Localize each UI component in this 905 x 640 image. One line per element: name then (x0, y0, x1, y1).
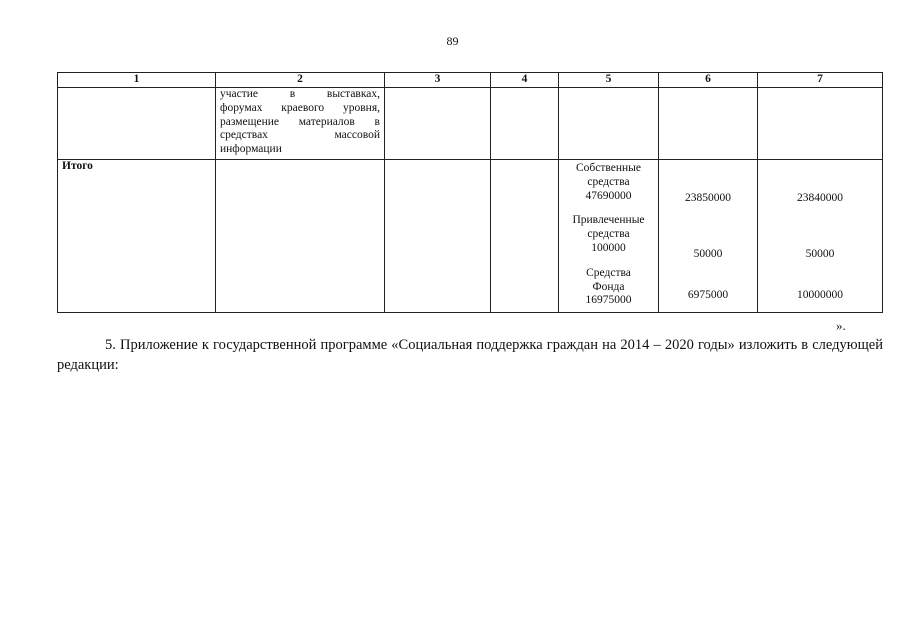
funding-sources-cell (559, 160, 659, 313)
cell-text-line: средствах массовой (220, 129, 380, 142)
column-header: 5 (559, 73, 659, 88)
table-cell (216, 160, 385, 313)
table-cell (491, 88, 559, 160)
column-header: 2 (216, 73, 385, 88)
column-header: 6 (659, 73, 758, 88)
fund-label-line: Фонда (592, 280, 625, 293)
column-header: 1 (58, 73, 216, 88)
col6-value-fund: 6975000 (687, 289, 729, 301)
column-header: 7 (758, 73, 883, 88)
col7-value-attracted: 50000 (805, 248, 835, 260)
fund-label-line: средства (587, 228, 630, 241)
total-label-cell: Итого (58, 160, 216, 313)
activity-description-cell (216, 88, 385, 160)
page-number: 89 (446, 34, 459, 48)
cell-text-line: размещение материалов в (220, 115, 380, 128)
col7-value-own: 23840000 (797, 192, 843, 204)
funding-source-own (563, 162, 654, 203)
fund-label-line: средства (587, 175, 630, 188)
funding-source-fund (563, 267, 654, 308)
table-cell (385, 88, 491, 160)
fund-amount: 100000 (591, 241, 626, 254)
fund-label-line: Средства (586, 266, 631, 279)
fund-label-line: Привлеченные (572, 214, 645, 227)
table-cell (559, 88, 659, 160)
cell-text-line: информации (220, 143, 282, 156)
cell-text-line: форумах краевого уровня, (220, 101, 380, 114)
col6-value-own: 23850000 (685, 192, 731, 204)
column-header: 3 (385, 73, 491, 88)
table-row-total (58, 160, 883, 313)
fund-amount: 16975000 (585, 294, 632, 307)
funding-source-attracted (563, 214, 654, 255)
fund-amount: 47690000 (585, 189, 632, 202)
budget-table (57, 72, 883, 313)
col6-values-cell (659, 160, 758, 313)
table-cell (385, 160, 491, 313)
table-cell (758, 88, 883, 160)
fund-label-line: Собственные (575, 162, 641, 174)
body-paragraph: 5. Приложение к государственной программе «Социальная поддержка граждан на 2014 – 2020 годы» изложить в следующей редакции: (57, 337, 883, 373)
column-header: 4 (491, 73, 559, 88)
table-cell (659, 88, 758, 160)
closing-quote: ». (836, 318, 846, 333)
col7-value-fund: 10000000 (797, 289, 843, 301)
table-header-row (58, 73, 883, 88)
col7-values-cell (758, 160, 883, 313)
col6-value-attracted: 50000 (693, 248, 723, 260)
table-row (58, 88, 883, 160)
cell-text-line: участие в выставках, (220, 88, 380, 100)
table-cell (58, 88, 216, 160)
table-cell (491, 160, 559, 313)
